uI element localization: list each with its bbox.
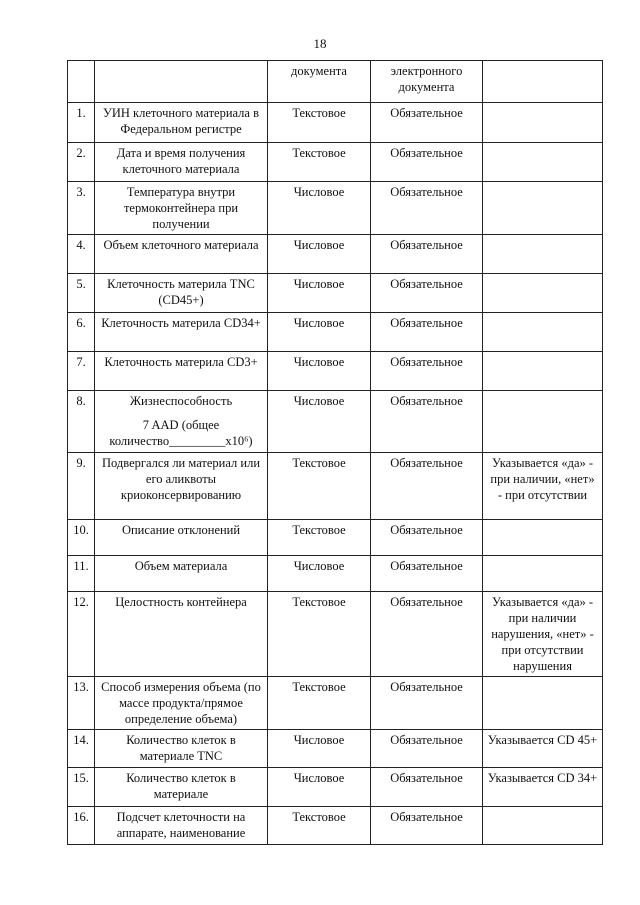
field-name-line1: Жизнеспособность [129, 394, 233, 408]
requirements-table [67, 60, 603, 845]
header-cell-num [68, 61, 95, 103]
row-number: 7. [68, 352, 95, 391]
row-number: 9. [68, 453, 95, 520]
header-cell-requirement: электронного документа [371, 61, 483, 103]
field-name: Клеточность материла TNC (CD45+) [95, 274, 268, 313]
table-row [68, 182, 603, 235]
field-name [95, 391, 268, 453]
field-note: Указывается CD 34+ [483, 768, 603, 807]
field-type: Числовое [268, 352, 371, 391]
table-row [68, 768, 603, 807]
row-number: 5. [68, 274, 95, 313]
field-name: Объем клеточного материала [95, 235, 268, 274]
field-type: Числовое [268, 556, 371, 592]
field-requirement: Обязательное [371, 730, 483, 768]
field-requirement: Обязательное [371, 313, 483, 352]
row-number: 16. [68, 807, 95, 845]
field-type: Числовое [268, 391, 371, 453]
field-note [483, 677, 603, 730]
field-name: Описание отклонений [95, 520, 268, 556]
field-name: Способ измерения объема (по массе продукта/прямое определение объема) [95, 677, 268, 730]
row-number: 13. [68, 677, 95, 730]
field-name: Подвергался ли материал или его аликвоты криоконсервированию [95, 453, 268, 520]
field-name-line2: 7 AAD (общее количество_________x10⁶) [109, 418, 253, 448]
table-row [68, 352, 603, 391]
field-requirement: Обязательное [371, 391, 483, 453]
row-number: 12. [68, 592, 95, 677]
field-requirement: Обязательное [371, 592, 483, 677]
table-row [68, 103, 603, 143]
field-name: Целостность контейнера [95, 592, 268, 677]
table-row [68, 143, 603, 182]
field-name: Дата и время получения клеточного материала [95, 143, 268, 182]
header-cell-type: документа [268, 61, 371, 103]
field-type: Числовое [268, 313, 371, 352]
table-row [68, 807, 603, 845]
row-number: 3. [68, 182, 95, 235]
table-row [68, 520, 603, 556]
table-header-row [68, 61, 603, 103]
field-name: Количество клеток в материале TNC [95, 730, 268, 768]
field-type: Текстовое [268, 103, 371, 143]
field-requirement: Обязательное [371, 677, 483, 730]
row-number: 11. [68, 556, 95, 592]
field-requirement: Обязательное [371, 768, 483, 807]
field-requirement: Обязательное [371, 235, 483, 274]
header-cell-note [483, 61, 603, 103]
row-number: 1. [68, 103, 95, 143]
row-number: 8. [68, 391, 95, 453]
field-name: УИН клеточного материала в Федеральном регистре [95, 103, 268, 143]
field-name: Клеточность материла CD3+ [95, 352, 268, 391]
field-requirement: Обязательное [371, 556, 483, 592]
row-number: 14. [68, 730, 95, 768]
field-note: Указывается «да» - при наличии, «нет» - при отсутствии [483, 453, 603, 520]
field-requirement: Обязательное [371, 520, 483, 556]
field-note: Указывается «да» - при наличии нарушения, «нет» - при отсутствии нарушения [483, 592, 603, 677]
field-name: Клеточность материла CD34+ [95, 313, 268, 352]
table-row [68, 556, 603, 592]
table-row [68, 730, 603, 768]
field-note [483, 313, 603, 352]
row-number: 4. [68, 235, 95, 274]
field-note [483, 520, 603, 556]
field-note [483, 391, 603, 453]
field-note [483, 182, 603, 235]
field-note [483, 143, 603, 182]
field-type: Текстовое [268, 143, 371, 182]
field-requirement: Обязательное [371, 103, 483, 143]
field-type: Числовое [268, 182, 371, 235]
row-number: 10. [68, 520, 95, 556]
table-row [68, 313, 603, 352]
field-type: Числовое [268, 274, 371, 313]
table-row [68, 391, 603, 453]
page-number: 18 [313, 36, 327, 51]
header-cell-name [95, 61, 268, 103]
field-type: Текстовое [268, 453, 371, 520]
table-row [68, 677, 603, 730]
row-number: 6. [68, 313, 95, 352]
field-requirement: Обязательное [371, 352, 483, 391]
field-note [483, 807, 603, 845]
field-note [483, 103, 603, 143]
field-type: Текстовое [268, 520, 371, 556]
field-type: Числовое [268, 235, 371, 274]
field-name: Количество клеток в материале [95, 768, 268, 807]
field-name: Температура внутри термоконтейнера при получении [95, 182, 268, 235]
field-type: Числовое [268, 768, 371, 807]
field-note [483, 274, 603, 313]
field-note: Указывается CD 45+ [483, 730, 603, 768]
field-requirement: Обязательное [371, 182, 483, 235]
field-type: Текстовое [268, 807, 371, 845]
field-note [483, 556, 603, 592]
field-requirement: Обязательное [371, 807, 483, 845]
field-type: Текстовое [268, 677, 371, 730]
table-row [68, 453, 603, 520]
field-name: Подсчет клеточности на аппарате, наименование [95, 807, 268, 845]
field-note [483, 235, 603, 274]
table-row [68, 274, 603, 313]
table-row [68, 235, 603, 274]
field-note [483, 352, 603, 391]
field-name: Объем материала [95, 556, 268, 592]
table-row [68, 592, 603, 677]
field-requirement: Обязательное [371, 453, 483, 520]
row-number: 2. [68, 143, 95, 182]
field-requirement: Обязательное [371, 274, 483, 313]
row-number: 15. [68, 768, 95, 807]
field-type: Числовое [268, 730, 371, 768]
field-requirement: Обязательное [371, 143, 483, 182]
field-type: Текстовое [268, 592, 371, 677]
